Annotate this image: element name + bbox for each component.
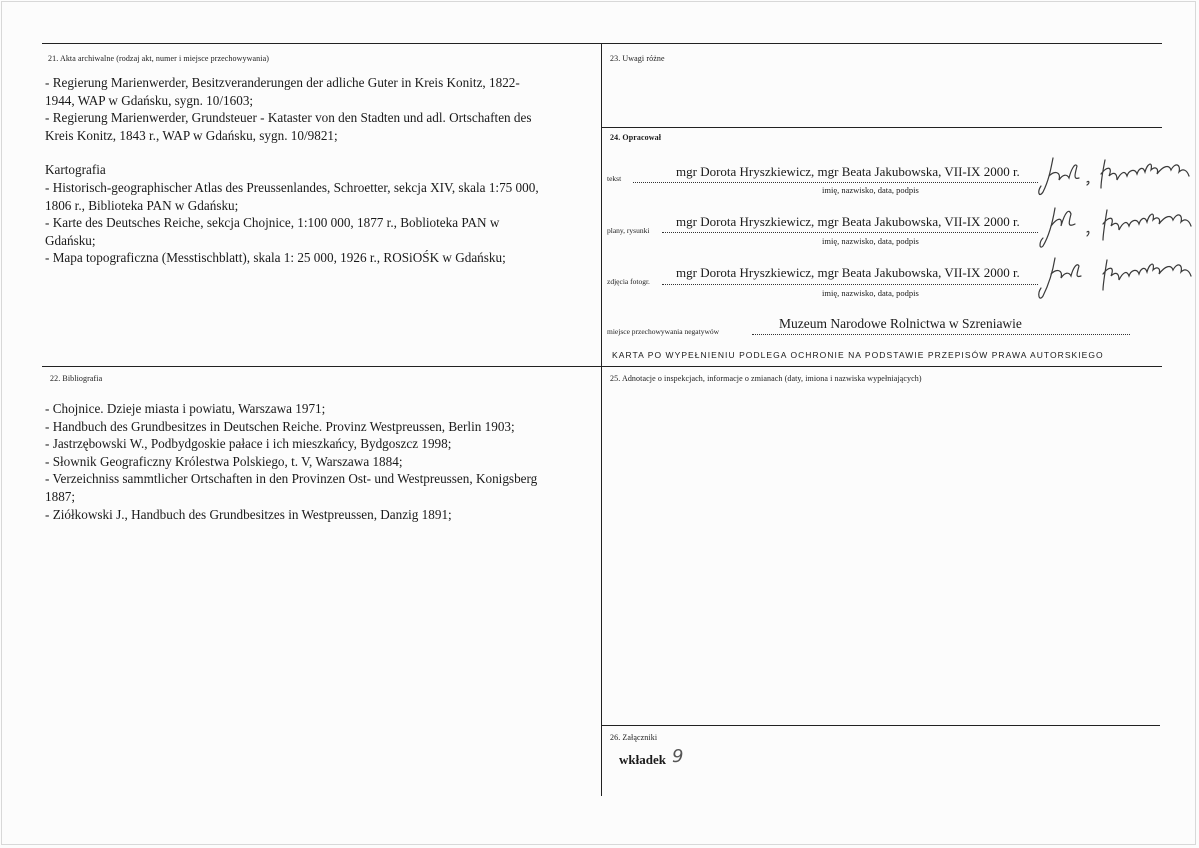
- row-label-zdjecia: zdjęcia fotogr.: [607, 277, 650, 286]
- archive-line: 1944, WAP w Gdańsku, sygn. 10/1603;: [45, 92, 254, 108]
- cartography-line: - Mapa topograficzna (Messtischblatt), skala 1: 25 000, 1926 r., ROSiOŚK w Gdańsku;: [45, 250, 506, 266]
- attachments-count: 9: [672, 746, 684, 767]
- bibliography-line: - Handbuch des Grundbesitzes in Deutschen Reiche. Provinz Westpreussen, Berlin 1903;: [45, 418, 515, 434]
- row-caption-tekst: imię, nazwisko, data, podpis: [822, 185, 919, 195]
- row-line-plany: [662, 231, 1038, 233]
- section-21-content: [45, 74, 539, 267]
- cartography-line: - Historisch-geographischer Atlas des Preussenlandes, Schroetter, sekcja XIV, skala 1:75 000,: [45, 179, 539, 195]
- row-caption-zdjecia: imię, nazwisko, data, podpis: [822, 288, 919, 298]
- section-25-title: 25. Adnotacje o inspekcjach, informacje o zmianach (daty, imiona i nazwiska wypełniających): [610, 374, 922, 383]
- rule-23-24: [602, 127, 1162, 128]
- bibliography-line: - Jastrzębowski W., Podbydgoskie pałace i ich mieszkańcy, Bydgoszcz 1998;: [45, 436, 452, 452]
- signature-tekst: [1035, 152, 1195, 200]
- row-label-tekst: tekst: [607, 174, 622, 183]
- row-line-tekst: [633, 181, 1038, 183]
- section-24-title: 24. Opracował: [610, 133, 662, 142]
- archive-line: - Regierung Marienwerder, Grundsteuer - Kataster von den Stadten und adl. Ortschaften des: [45, 110, 532, 126]
- attachments-label: wkładek: [619, 752, 666, 767]
- bibliography-line: - Słownik Geograficzny Królestwa Polskiego, t. V, Warszawa 1884;: [45, 453, 403, 469]
- archive-line: - Regierung Marienwerder, Besitzveranderungen der adliche Guter in Kreis Konitz, 1822-: [45, 75, 520, 90]
- rule-25-26: [602, 725, 1160, 726]
- storage-label: miejsce przechowywania negatywów: [607, 327, 720, 336]
- section-21-title: 21. Akta archiwalne (rodzaj akt, numer i miejsce przechowywania): [48, 54, 269, 63]
- cartography-header: Kartografia: [45, 162, 106, 178]
- row-value-zdjecia: mgr Dorota Hryszkiewicz, mgr Beata Jakubowska, VII-IX 2000 r.: [676, 265, 1020, 280]
- center-divider: [601, 43, 602, 796]
- row-label-plany: plany, rysunki: [607, 226, 650, 235]
- storage-value: Muzeum Narodowe Rolnictwa w Szreniawie: [779, 316, 1022, 331]
- cartography-line: 1806 r., Biblioteka PAN w Gdańsku;: [45, 197, 239, 213]
- cartography-line: - Karte des Deutsches Reiche, sekcja Chojnice, 1:100 000, 1877 r., Boblioteka PAN w: [45, 215, 500, 231]
- section-22-title: 22. Bibliografia: [50, 374, 103, 383]
- signature-zdjecia: [1035, 252, 1195, 304]
- section-22-content: [45, 400, 537, 523]
- mid-rule: [42, 366, 602, 367]
- row-value-plany: mgr Dorota Hryszkiewicz, mgr Beata Jakubowska, VII-IX 2000 r.: [676, 214, 1020, 229]
- rule-24-25: [602, 366, 1162, 367]
- cartography-line: Gdańsku;: [45, 232, 96, 248]
- row-value-tekst: mgr Dorota Hryszkiewicz, mgr Beata Jakubowska, VII-IX 2000 r.: [676, 164, 1020, 179]
- bibliography-line: - Verzeichniss sammtlicher Ortschaften in den Provinzen Ost- und Westpreussen, Konigsberg: [45, 471, 538, 487]
- bibliography-line: 1887;: [45, 488, 76, 504]
- top-rule: [42, 43, 1162, 44]
- row-caption-plany: imię, nazwisko, data, podpis: [822, 236, 919, 246]
- archive-line: Kreis Konitz, 1843 r., WAP w Gdańsku, sygn. 10/9821;: [45, 127, 338, 143]
- section-23-title: 23. Uwagi różne: [610, 54, 665, 63]
- signature-plany: [1035, 200, 1195, 252]
- section-26-title: 26. Załączniki: [610, 733, 658, 742]
- row-line-zdjecia: [662, 283, 1038, 285]
- storage-line: [752, 333, 1130, 335]
- bibliography-line: - Ziółkowski J., Handbuch des Grundbesitzes in Westpreussen, Danzig 1891;: [45, 506, 452, 522]
- copyright-notice: KARTA PO WYPEŁNIENIU PODLEGA OCHRONIE NA PODSTAWIE PRZEPISÓW PRAWA AUTORSKIEGO: [612, 350, 1104, 360]
- bibliography-line: - Chojnice. Dzieje miasta i powiatu, Warszawa 1971;: [45, 401, 326, 416]
